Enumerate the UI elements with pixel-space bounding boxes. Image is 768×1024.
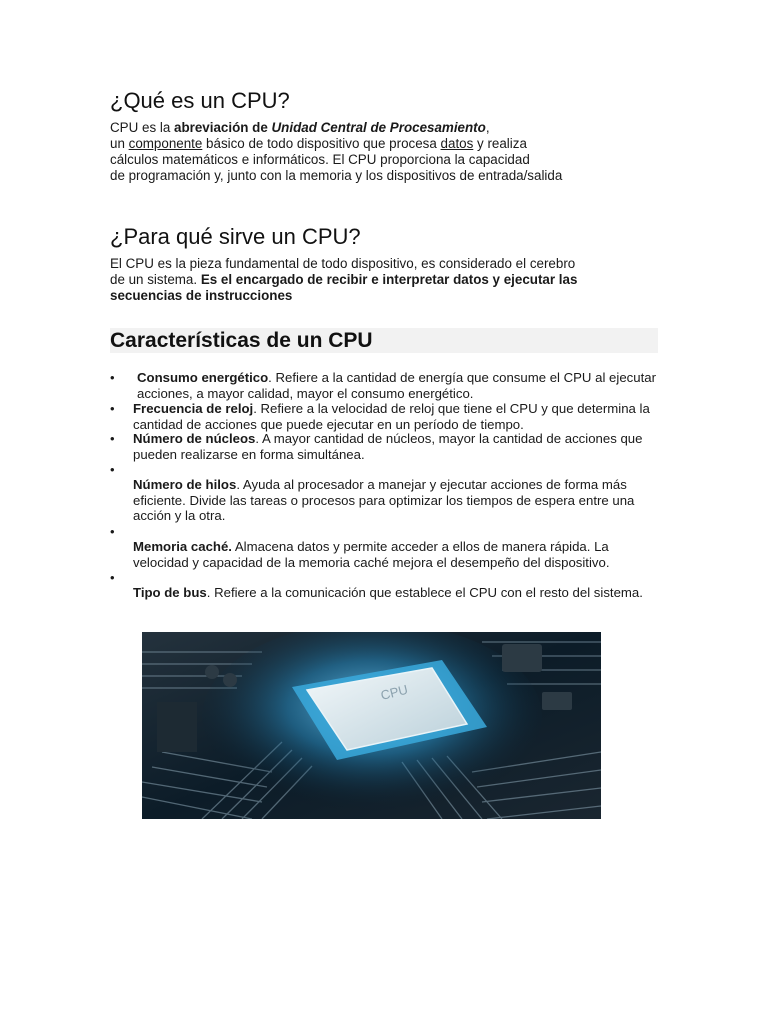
text: un xyxy=(110,136,129,151)
line xyxy=(110,288,660,304)
text: , xyxy=(485,120,490,135)
cpu-photo xyxy=(142,632,601,819)
text: y realiza xyxy=(473,136,527,151)
bullet-icon: • xyxy=(110,370,115,385)
line xyxy=(110,120,660,136)
item-term: Consumo energético xyxy=(137,370,269,385)
heading-caracteristicas xyxy=(110,328,658,353)
line: El CPU es la pieza fundamental de todo dispositivo, es considerado el cerebro xyxy=(110,256,576,271)
bold-text: secuencias de instrucciones xyxy=(110,288,293,303)
line: cálculos matemáticos e informáticos. El CPU proporciona la capacidad xyxy=(110,152,530,167)
bullet-icon: • xyxy=(110,462,115,477)
bold-italic-text: Unidad Central de Procesamiento xyxy=(271,120,486,135)
heading-que-es: ¿Qué es un CPU? xyxy=(110,88,290,113)
bullet-icon: • xyxy=(110,401,115,416)
heading-text: Características de un CPU xyxy=(110,329,373,352)
item-term: Memoria caché. xyxy=(133,539,232,554)
line xyxy=(110,136,660,152)
line: de programación y, junto con la memoria y los dispositivos de entrada/salida xyxy=(110,168,563,183)
item-text: . Refiere a la velocidad de reloj que tiene el CPU y que determina la cantidad de acciones que puede ejecutar en un período de tiempo. xyxy=(133,401,650,432)
cpu-illustration xyxy=(142,632,601,819)
bold-text: Es el encargado de recibir e interpretar datos y ejecutar las xyxy=(200,272,578,287)
item-term: Tipo de bus xyxy=(133,585,207,600)
link-datos[interactable]: datos xyxy=(440,136,474,151)
item-text: . A mayor cantidad de núcleos, mayor la cantidad de acciones que pueden realizarse en forma simultánea. xyxy=(133,431,643,462)
text: básico de todo dispositivo que procesa xyxy=(202,136,441,151)
bold-text: abreviación de xyxy=(174,120,272,135)
item-term: Número de núcleos xyxy=(133,431,256,446)
item-term: Número de hilos xyxy=(133,477,237,492)
item-text: . Ayuda al procesador a manejar y ejecutar acciones de forma más eficiente. Divide las tareas o procesos para optimizar los tiempos de espera entre una acción y la otra. xyxy=(133,477,635,523)
item-text: Almacena datos y permite acceder a ellos de manera rápida. La velocidad y capacidad de la memoria caché mejora el desempeño del dispositivo. xyxy=(133,539,610,570)
chip-label: CPU xyxy=(379,681,410,703)
item-text: . Refiere a la comunicación que establece el CPU con el resto del sistema. xyxy=(206,585,643,600)
item-text: . Refiere a la cantidad de energía que consume el CPU al ejecutar acciones, a mayor calidad, mayor el consumo energético. xyxy=(137,370,656,401)
heading-para-que: ¿Para qué sirve un CPU? xyxy=(110,224,361,249)
text: de un sistema. xyxy=(110,272,201,287)
bullet-icon: • xyxy=(110,570,115,585)
text: CPU es la xyxy=(110,120,174,135)
item-term: Frecuencia de reloj xyxy=(133,401,254,416)
line xyxy=(110,272,660,288)
bullet-icon: • xyxy=(110,431,115,446)
paragraph-para-que xyxy=(110,256,660,304)
link-componente[interactable]: componente xyxy=(128,136,203,151)
bullet-icon: • xyxy=(110,524,115,539)
paragraph-que-es xyxy=(110,120,660,184)
